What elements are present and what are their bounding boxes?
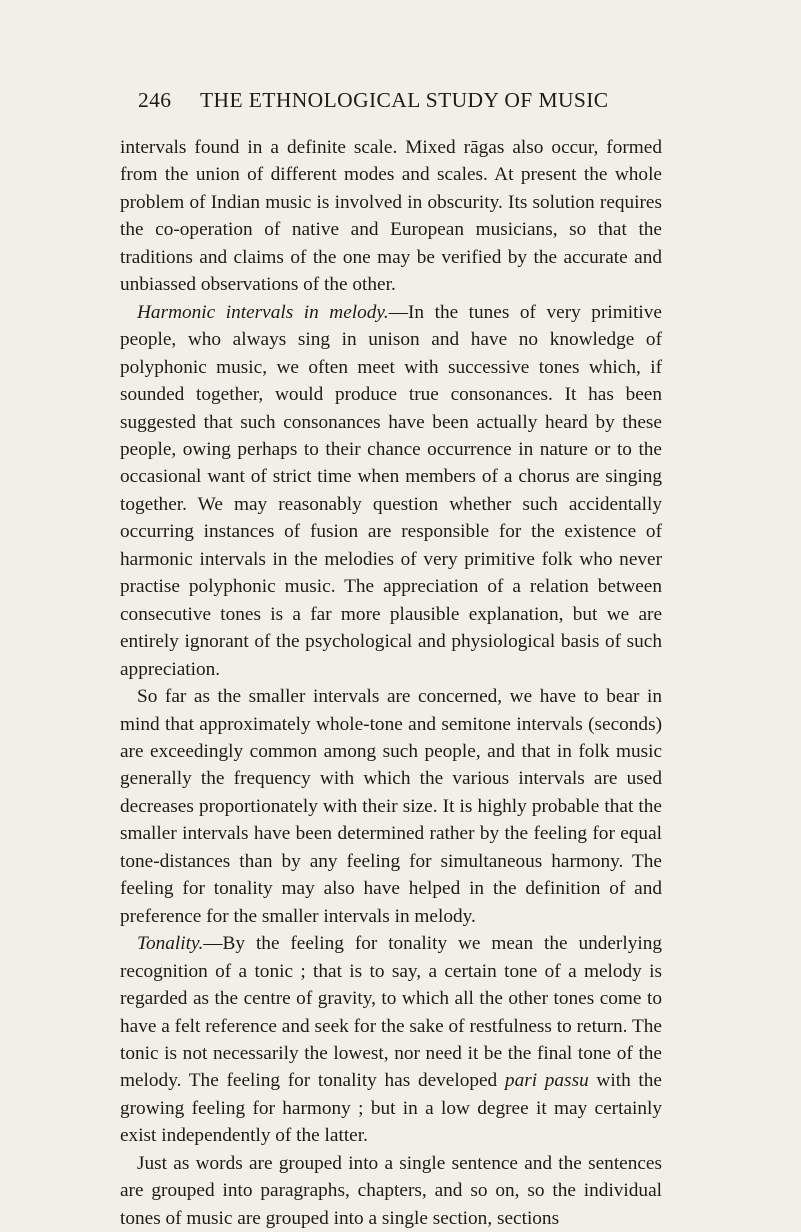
page-number: 246: [138, 88, 172, 112]
paragraph-text: —By the feeling for tonality we mean the underlying recognition of a tonic ; that is to say, a certain tone of a melody is regarded as the centre of gravity, to which all the other tones come to have a felt reference and seek for the sake of restfulness to return. The tonic is not necessarily the lowest, nor need it be the final tone of the melody. The feeling for tonality has developed: [120, 933, 662, 1092]
section-heading-tonality: Tonality.: [137, 933, 204, 955]
paragraph-text: —In the tunes of very primitive people, who always sing in unison and have no knowledge of polyphonic music, we often meet with successive tones which, if sounded together, would produce true consonances. It has been suggested that such consonances have been actually heard by these people, owing perhaps to their chance occurrence in nature or to the occasional want of strict time when members of a chorus are singing together. We may reasonably question whether such accidentally occurring instances of fusion are responsible for the existence of harmonic intervals in the melodies of very primitive folk who never practise polyphonic music. The appreciation of a relation between consecutive tones is a far more plausible explanation, but we are entirely ignorant of the psychological and physiological basis of such appreciation.: [120, 301, 662, 680]
paragraph-text: Just as words are grouped into a single sentence and the sentences are grouped into paragraphs, chapters, and so on, so the individual tones of music are grouped into a single section, sections: [120, 1152, 662, 1229]
paragraph-text: intervals found in a definite scale. Mixed rāgas also occur, formed from the union of different modes and scales. At present the whole problem of Indian music is involved in obscurity. Its solution requires the co-operation of native and European musicians, so that the traditions and claims of the one may be verified by the accurate and unbiassed observations of the other.: [120, 137, 662, 296]
section-heading-harmonic-intervals: Harmonic intervals in melody.: [137, 301, 389, 323]
paragraph-indian-music: [120, 134, 662, 299]
body-text: [120, 134, 662, 1232]
paragraph-text: with the growing feeling for harmony ; but in a low degree it may certainly exist independently of the latter.: [120, 1070, 662, 1147]
running-title: THE ETHNOLOGICAL STUDY OF MUSIC: [200, 88, 609, 112]
running-head: [138, 88, 661, 122]
paragraph-grouping: [120, 1150, 662, 1232]
paragraph-smaller-intervals: [120, 683, 662, 930]
paragraph-harmonic-intervals: [120, 299, 662, 683]
paragraph-tonality: [120, 930, 662, 1150]
italic-phrase-pari-passu: pari passu: [504, 1070, 589, 1092]
paragraph-text: So far as the smaller intervals are concerned, we have to bear in mind that approximately whole-tone and semitone intervals (seconds) are exceedingly common among such people, and that in folk music generally the frequency with which the various intervals are used decreases proportionately with their size. It is highly probable that the smaller intervals have been determined rather by the feeling for equal tone-distances than by any feeling for simultaneous harmony. The feeling for tonality may also have helped in the definition of and preference for the smaller intervals in melody.: [120, 686, 662, 927]
